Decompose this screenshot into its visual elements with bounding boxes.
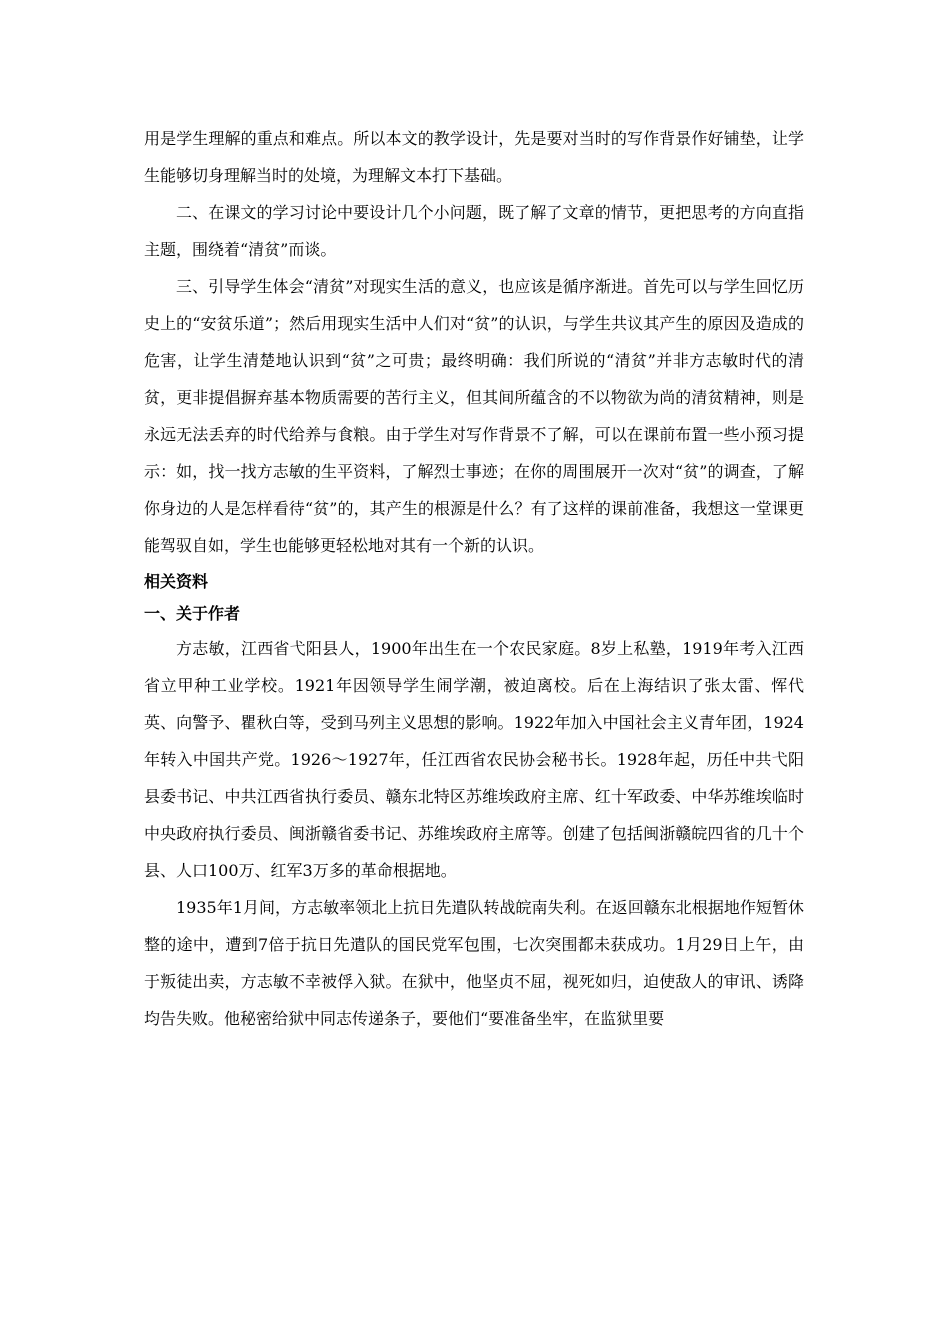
paragraph-author-biography: 方志敏，江西省弋阳县人，1900年出生在一个农民家庭。8岁上私塾，1919年考入江西省立甲种工业学校。1921年因领导学生闹学潮，被迫离校。后在上海结识了张太雷、恽代英、向警予、瞿秋白等，受到马列主义思想的影响。1922年加入中国社会主义青年团，1924年转入中国共产党。1926～1927年，任江西省农民协会秘书长。1928年起，历任中共弋阳县委书记、中共江西省执行委员、赣东北特区苏维埃政府主席、红十军政委、中华苏维埃临时中央政府执行委员、闽浙赣省委书记、苏维埃政府主席等。创建了包括闽浙赣皖四省的几十个县、人口100万、红军3万多的革命根据地。: [144, 639, 804, 880]
paragraph-author-capture: 1935年1月间，方志敏率领北上抗日先遣队转战皖南失利。在返回赣东北根据地作短暂休整的途中，遭到7倍于抗日先遣队的国民党军包围，七次突围都未获成功。1月29日上午，由于叛徒出卖，方志敏不幸被俘入狱。在狱中，他坚贞不屈，视死如归，迫使敌人的审讯、诱降均告失败。他秘密给狱中同志传递条子，要他们“要准备坐牢，在监狱里要: [144, 898, 804, 1028]
heading-about-author: 一、关于作者: [144, 604, 241, 623]
paragraph-point-two: 二、在课文的学习讨论中要设计几个小问题，既了解了文章的情节，更把思考的方向直指主题，围绕着“清贫”而谈。: [144, 203, 804, 259]
paragraph-teaching-design-end: 用是学生理解的重点和难点。所以本文的教学设计，先是要对当时的写作背景作好铺垫，让学生能够切身理解当时的处境，为理解文本打下基础。: [144, 129, 804, 185]
paragraph-point-three: 三、引导学生体会“清贫”对现实生活的意义，也应该是循序渐进。首先可以与学生回忆历史上的“安贫乐道”；然后用现实生活中人们对“贫”的认识，与学生共议其产生的原因及造成的危害，让学生清楚地认识到“贫”之可贵；最终明确：我们所说的“清贫”并非方志敏时代的清贫，更非提倡摒弃基本物质需要的苦行主义，但其间所蕴含的不以物欲为尚的清贫精神，则是永远无法丢弃的时代给养与食粮。由于学生对写作背景不了解，可以在课前布置一些小预习提示：如，找一找方志敏的生平资料，了解烈士事迹；在你的周围展开一次对“贫”的调查，了解你身边的人是怎样看待“贫”的，其产生的根源是什么？有了这样的课前准备，我想这一堂课更能驾驭自如，学生也能够更轻松地对其有一个新的认识。: [144, 277, 804, 555]
document-body: [144, 120, 804, 1037]
heading-related-materials: 相关资料: [144, 572, 209, 591]
